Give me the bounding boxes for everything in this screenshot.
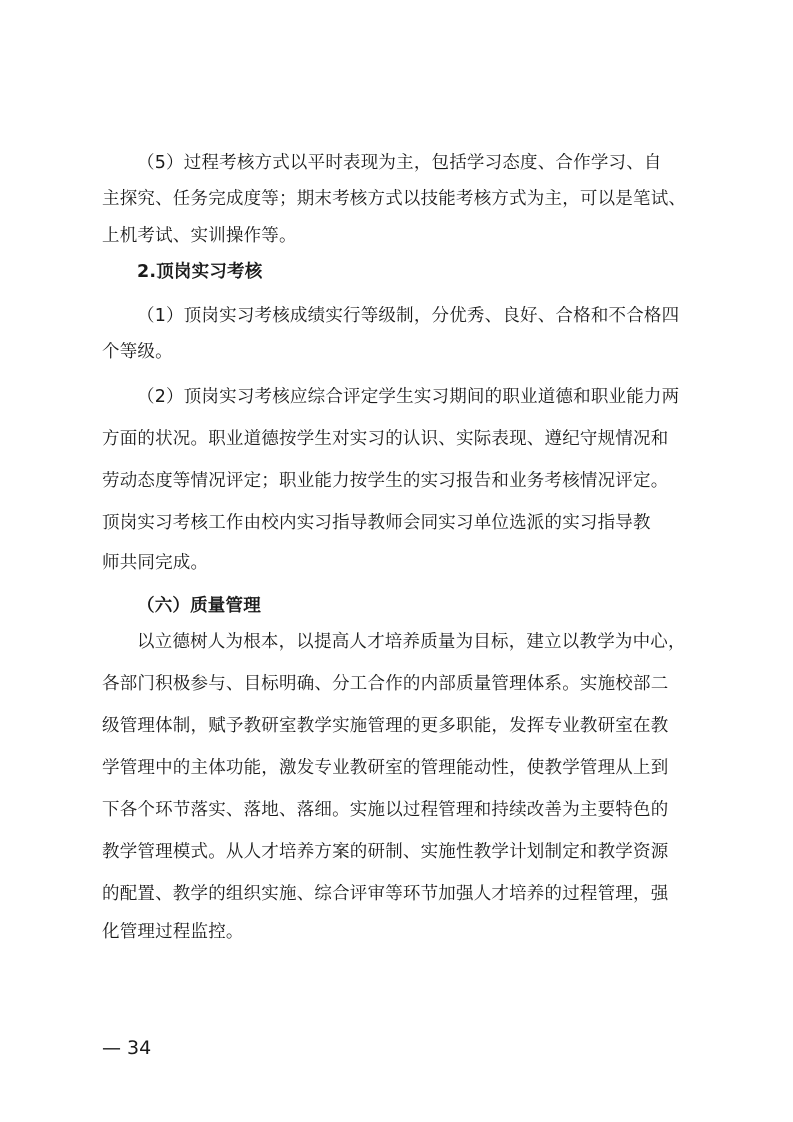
section-heading-internship-assessment: 2.顶岗实习考核 <box>137 262 263 282</box>
paragraph-5-line-3: 上机考试、实训操作等。 <box>102 226 297 246</box>
paragraph-5-line-1: （5）过程考核方式以平时表现为主，包括学习态度、合作学习、自 <box>137 153 662 173</box>
quality-paragraph-line-5: 下各个环节落实、落地、落细。实施以过程管理和持续改善为主要特色的 <box>102 800 669 820</box>
item-2-line-2: 方面的状况。职业道德按学生对实习的认识、实际表现、遵纪守规情况和 <box>102 429 669 449</box>
quality-paragraph-line-1: 以立德树人为根本，以提高人才培养质量为目标，建立以教学为中心， <box>137 632 686 652</box>
item-2-line-5: 师共同完成。 <box>102 553 209 573</box>
quality-paragraph-line-2: 各部门积极参与、目标明确、分工合作的内部质量管理体系。实施校部二 <box>102 674 669 694</box>
page-number: — 34 <box>102 1037 152 1059</box>
paragraph-5-line-2: 主探究、任务完成度等；期末考核方式以技能考核方式为主，可以是笔试、 <box>102 189 687 209</box>
quality-paragraph-line-6: 教学管理模式。从人才培养方案的研制、实施性教学计划制定和教学资源 <box>102 842 669 862</box>
quality-paragraph-line-4: 学管理中的主体功能，激发专业教研室的管理能动性，使教学管理从上到 <box>102 758 669 778</box>
section-heading-quality-management: （六）质量管理 <box>137 596 261 616</box>
quality-paragraph-line-7: 的配置、教学的组织实施、综合评审等环节加强人才培养的过程管理，强 <box>102 884 669 904</box>
item-2-line-3: 劳动态度等情况评定；职业能力按学生的实习报告和业务考核情况评定。 <box>102 471 669 491</box>
item-2-line-4: 顶岗实习考核工作由校内实习指导教师会同实习单位选派的实习指导教 <box>102 513 651 533</box>
item-1-line-2: 个等级。 <box>102 342 173 362</box>
item-2-line-1: （2）顶岗实习考核应综合评定学生实习期间的职业道德和职业能力两 <box>137 387 680 407</box>
quality-paragraph-line-8: 化管理过程监控。 <box>102 922 244 942</box>
item-1-line-1: （1）顶岗实习考核成绩实行等级制，分优秀、良好、合格和不合格四 <box>137 306 680 326</box>
quality-paragraph-line-3: 级管理体制，赋予教研室教学实施管理的更多职能，发挥专业教研室在教 <box>102 716 669 736</box>
